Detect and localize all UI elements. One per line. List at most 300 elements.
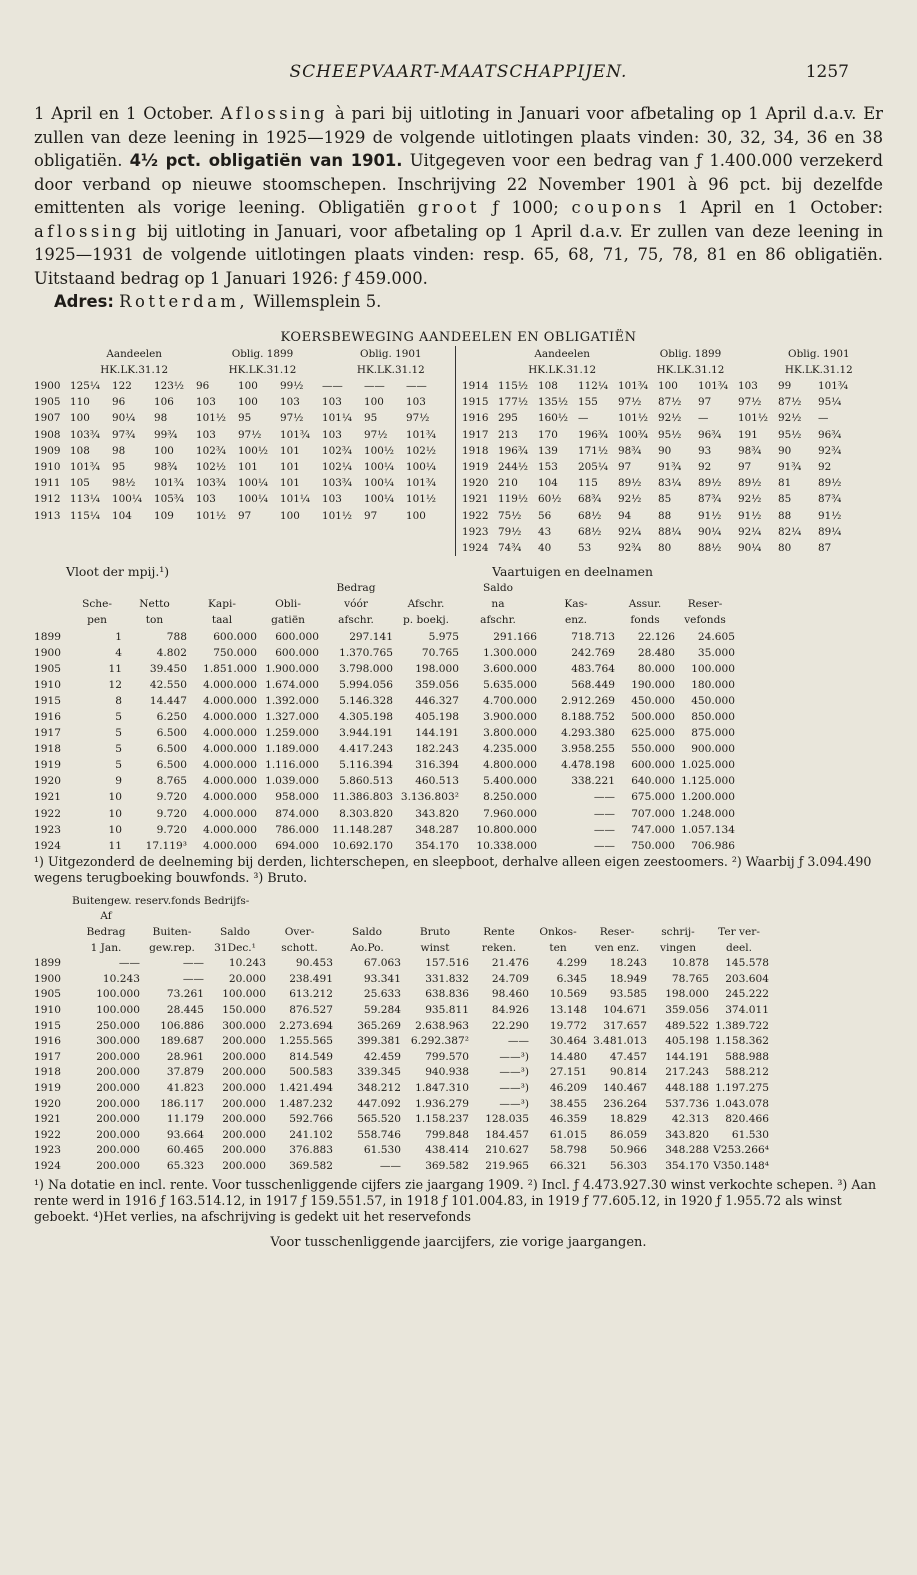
value-cell: 219.965	[485, 1159, 529, 1172]
column-header: Saldo	[482, 582, 514, 595]
price-cell: 100¼	[406, 460, 436, 473]
price-cell: 91¾	[658, 460, 682, 473]
value-cell: 9.720	[156, 807, 187, 820]
price-cell: 101	[280, 460, 300, 473]
sub-header: HK.LK.31.12 HK.LK.31.12 HK.LK.31.12	[100, 363, 425, 376]
price-cell: 115½	[498, 379, 528, 392]
price-cell: 103	[196, 428, 216, 441]
price-cell: 95	[364, 412, 378, 425]
column-header: gew.rep.	[149, 941, 195, 954]
table-row	[34, 838, 883, 854]
value-cell: 750.000	[631, 839, 675, 852]
value-cell: 707.000	[631, 807, 675, 820]
koers-row	[34, 378, 455, 394]
value-cell: 21.476	[491, 957, 529, 970]
value-cell: 600.000	[275, 630, 319, 643]
value-cell: 3.958.255	[561, 743, 615, 756]
price-cell: 205¼	[578, 460, 608, 473]
value-cell: 317.657	[603, 1019, 647, 1032]
year-cell: 1916	[34, 710, 61, 723]
price-cell: 100¾	[618, 428, 648, 441]
price-cell: 110	[70, 396, 90, 409]
price-cell: 103¾	[196, 477, 226, 490]
price-cell: 210	[498, 477, 518, 490]
value-cell: 343.820	[415, 807, 459, 820]
value-cell: 1.248.000	[681, 807, 735, 820]
price-cell: 171½	[578, 444, 608, 457]
value-cell: 180.000	[691, 678, 735, 691]
price-cell: 108	[538, 379, 558, 392]
value-cell: 8.303.820	[339, 807, 393, 820]
column-header: deel.	[725, 941, 753, 954]
value-cell: 61.530	[731, 1128, 769, 1141]
column-header: afschr.	[338, 614, 374, 627]
value-cell: 19.772	[549, 1019, 587, 1032]
price-cell: 102½	[196, 460, 226, 473]
price-cell: 89½	[618, 477, 642, 490]
price-cell: 99¾	[154, 428, 178, 441]
value-cell: 61.015	[549, 1128, 587, 1141]
value-cell: 3.600.000	[483, 662, 537, 675]
column-header	[393, 580, 459, 596]
value-cell: 98.460	[491, 988, 529, 1001]
koers-row	[462, 378, 883, 394]
koers-row	[462, 491, 883, 507]
price-cell: 88	[658, 509, 672, 522]
price-cell: 89½	[818, 477, 842, 490]
value-cell: 5.994.056	[339, 678, 393, 691]
value-cell: 4.000.000	[203, 678, 257, 691]
value-cell: 217.243	[665, 1066, 709, 1079]
table-row	[34, 1019, 883, 1035]
value-cell: 200.000	[222, 1097, 266, 1110]
value-cell: 78.765	[671, 972, 709, 985]
value-cell: 93.585	[609, 988, 647, 1001]
price-cell: 170	[538, 428, 558, 441]
value-cell: 10.800.000	[476, 823, 537, 836]
value-cell: 200.000	[222, 1066, 266, 1079]
spaced-term: aflossing	[34, 221, 140, 241]
price-cell: 155	[578, 396, 598, 409]
year-cell: 1907	[34, 412, 61, 425]
table-row	[34, 1159, 883, 1175]
column-header	[34, 894, 72, 910]
price-cell: 74¾	[498, 541, 522, 554]
value-cell: 1.043.078	[715, 1097, 769, 1110]
value-cell: ——	[593, 839, 615, 852]
table-row	[34, 677, 883, 693]
column-header	[187, 580, 257, 596]
value-cell: 4.000.000	[203, 823, 257, 836]
price-cell: 100	[238, 396, 258, 409]
column-header: Bedrag	[86, 926, 126, 939]
year-cell: 1919	[462, 460, 489, 473]
price-cell: 87¾	[818, 493, 842, 506]
value-cell: 100.000	[691, 662, 735, 675]
column-header: ton	[145, 614, 164, 627]
price-cell: 100	[70, 412, 90, 425]
value-cell: 11	[108, 839, 122, 852]
price-cell: 100	[280, 509, 300, 522]
price-cell: 98¾	[618, 444, 642, 457]
price-cell: 100	[364, 396, 384, 409]
column-header	[34, 612, 72, 628]
value-cell: 747.000	[631, 823, 675, 836]
koers-row	[34, 427, 455, 443]
year-cell: 1919	[34, 759, 61, 772]
value-cell: 189.687	[160, 1035, 204, 1048]
value-cell: 1.158.362	[715, 1035, 769, 1048]
value-cell: 799.848	[425, 1128, 469, 1141]
price-cell: 115	[578, 477, 598, 490]
bedrijfs-rows	[34, 956, 883, 1174]
price-cell: 103	[280, 396, 300, 409]
column-header: Rente	[483, 926, 515, 939]
koers-row	[462, 524, 883, 540]
value-cell: 3.944.191	[339, 727, 393, 740]
value-cell: 940.938	[425, 1066, 469, 1079]
value-cell: 3.798.000	[339, 662, 393, 675]
value-cell: 6.500	[156, 759, 187, 772]
value-cell: 365.269	[357, 1019, 401, 1032]
year-cell: 1915	[462, 396, 489, 409]
spaced-term: Aflossing	[220, 104, 329, 123]
value-cell: 18.243	[609, 957, 647, 970]
value-cell: 1.025.000	[681, 759, 735, 772]
column-header	[537, 580, 615, 596]
year-cell: 1920	[34, 1097, 61, 1110]
price-cell: 106	[154, 396, 174, 409]
year-cell: 1910	[34, 460, 61, 473]
vloot-table	[34, 564, 883, 886]
price-cell: 96	[112, 396, 126, 409]
price-cell: 101¾	[406, 428, 436, 441]
price-cell: 87¾	[698, 493, 722, 506]
year-cell: 1917	[462, 428, 489, 441]
text-run: à pari bij uitloting in Januari voor afbetaling op 1 April d.a.v. Er zullen van deze leening in 1925—1929 de volgende uitlotingen plaats vinden: 30, 32, 34, 36 en 38 obligatiën.	[34, 104, 884, 170]
value-cell: 12	[108, 678, 122, 691]
value-cell: 359.056	[415, 678, 459, 691]
value-cell: 4.000.000	[203, 694, 257, 707]
value-cell: 242.769	[571, 646, 615, 659]
price-cell: 53	[578, 541, 592, 554]
price-cell: 100	[154, 444, 174, 457]
price-cell: 95½	[658, 428, 682, 441]
column-header	[34, 596, 72, 612]
value-cell: 47.457	[609, 1050, 647, 1063]
price-cell: 109	[154, 509, 174, 522]
price-cell: 97	[738, 460, 752, 473]
price-cell: 98	[154, 412, 168, 425]
value-cell: 198.000	[665, 988, 709, 1001]
value-cell: 750.000	[213, 646, 257, 659]
vloot-group-headers	[34, 564, 883, 580]
value-cell: ——	[507, 1035, 529, 1048]
table-row	[34, 741, 883, 757]
value-cell: 5.635.000	[483, 678, 537, 691]
page-header	[34, 0, 883, 82]
price-cell: 103	[406, 396, 426, 409]
value-cell: 1.039.000	[265, 775, 319, 788]
table-row	[34, 987, 883, 1003]
column-header: ten	[549, 941, 567, 954]
value-cell: V350.148⁴	[713, 1159, 769, 1172]
koers-right-rows	[462, 378, 883, 556]
value-cell: 200.000	[222, 1081, 266, 1094]
price-cell: 75½	[498, 509, 522, 522]
value-cell: 4.417.243	[339, 743, 393, 756]
value-cell: 210.627	[485, 1144, 529, 1157]
value-cell: 241.102	[289, 1128, 333, 1141]
column-header: Reser-	[687, 598, 723, 611]
value-cell: 11.179	[166, 1113, 204, 1126]
column-header	[587, 894, 647, 910]
price-cell: 92	[818, 460, 832, 473]
value-cell: 200.000	[222, 1159, 266, 1172]
page-number: 1257	[805, 62, 849, 82]
spaced-term: coupons	[571, 198, 665, 217]
value-cell: 1.674.000	[265, 678, 319, 691]
price-cell: 101½	[196, 412, 226, 425]
price-cell: 123½	[154, 379, 184, 392]
table-row	[34, 972, 883, 988]
value-cell: 565.520	[357, 1113, 401, 1126]
value-cell: ——	[593, 823, 615, 836]
value-cell: 8.250.000	[483, 791, 537, 804]
text-run: 1 April en 1 October.	[34, 104, 214, 123]
value-cell: 59.284	[363, 1003, 401, 1016]
table-row	[34, 645, 883, 661]
price-cell: 81	[778, 477, 792, 490]
price-cell: 95¼	[818, 396, 842, 409]
price-cell: 101¾	[280, 428, 310, 441]
table-row	[34, 822, 883, 838]
value-cell: 22.290	[491, 1019, 529, 1032]
price-cell: 100¼	[364, 493, 394, 506]
price-cell: 97	[618, 460, 632, 473]
value-cell: 331.832	[425, 972, 469, 985]
price-cell: 80	[778, 541, 792, 554]
value-cell: 558.746	[357, 1128, 401, 1141]
value-cell: 6.250	[156, 710, 187, 723]
price-cell: 101¼	[280, 493, 310, 506]
year-cell: 1924	[34, 839, 61, 852]
column-header: 31Dec.¹	[214, 941, 256, 954]
koers-left-rows	[34, 378, 455, 524]
value-cell: ——³)	[499, 1081, 529, 1094]
year-cell: 1917	[34, 727, 61, 740]
price-cell: 96¾	[818, 428, 842, 441]
value-cell: 10.243	[228, 957, 266, 970]
price-cell: 90¼	[698, 525, 722, 538]
value-cell: 10.243	[102, 972, 140, 985]
price-cell: 100	[658, 379, 678, 392]
koers-row	[462, 508, 883, 524]
value-cell: 935.811	[425, 1003, 469, 1016]
value-cell: 1.189.000	[265, 743, 319, 756]
value-cell: 11	[108, 662, 122, 675]
price-cell: 191	[738, 428, 758, 441]
value-cell: 3.800.000	[483, 727, 537, 740]
price-cell: 92½	[778, 412, 802, 425]
column-header	[34, 925, 72, 941]
year-cell: 1920	[34, 775, 61, 788]
value-cell: 140.467	[603, 1081, 647, 1094]
column-header: ven enz.	[594, 941, 640, 954]
price-cell: 100¼	[364, 460, 394, 473]
price-cell: 119½	[498, 493, 528, 506]
year-cell: 1909	[34, 444, 61, 457]
year-cell: 1915	[34, 694, 61, 707]
value-cell: V253.266⁴	[713, 1144, 769, 1157]
value-cell: 550.000	[631, 743, 675, 756]
table-row	[34, 757, 883, 773]
value-cell: 58.798	[549, 1144, 587, 1157]
price-cell: 97½	[280, 412, 304, 425]
price-cell: 43	[538, 525, 552, 538]
year-cell: 1923	[34, 823, 61, 836]
price-cell: 101¾	[70, 460, 100, 473]
value-cell: 814.549	[289, 1050, 333, 1063]
vloot-header-row	[34, 612, 883, 628]
value-cell: 4.000.000	[203, 807, 257, 820]
value-cell: 5	[115, 759, 122, 772]
price-cell: 104	[112, 509, 132, 522]
price-cell: 90	[778, 444, 792, 457]
value-cell: 1.116.000	[265, 759, 319, 772]
column-header: Buitengew. reserv.fonds Bedrijfs-	[72, 894, 250, 907]
value-cell: 1.197.275	[715, 1081, 769, 1094]
value-cell: 9.720	[156, 791, 187, 804]
value-cell: 4.000.000	[203, 743, 257, 756]
value-cell: 446.327	[415, 694, 459, 707]
column-header	[529, 894, 587, 910]
bedrijfs-header-row	[34, 925, 883, 941]
value-cell: 80.000	[637, 662, 675, 675]
value-cell: 1.300.000	[483, 646, 537, 659]
value-cell: 338.221	[571, 775, 615, 788]
value-cell: 65.323	[166, 1159, 204, 1172]
price-cell: 139	[538, 444, 558, 457]
value-cell: 42.459	[363, 1050, 401, 1063]
column-header: afschr.	[480, 614, 516, 627]
value-cell: 348.212	[357, 1081, 401, 1094]
year-cell: 1922	[462, 509, 489, 522]
price-cell: 92¼	[738, 525, 762, 538]
year-cell: 1918	[34, 743, 61, 756]
value-cell: 28.445	[166, 1003, 204, 1016]
price-cell: 101½	[196, 509, 226, 522]
value-cell: 93.664	[166, 1128, 204, 1141]
value-cell: 1.392.000	[265, 694, 319, 707]
koers-right-half	[455, 346, 883, 557]
value-cell: 14.447	[149, 694, 187, 707]
value-cell: 297.141	[349, 630, 393, 643]
value-cell: 100.000	[96, 1003, 140, 1016]
koers-row	[462, 475, 883, 491]
value-cell: 376.883	[289, 1144, 333, 1157]
value-cell: 90.814	[609, 1066, 647, 1079]
year-cell: 1921	[34, 791, 61, 804]
column-header: vefonds	[684, 614, 726, 627]
value-cell: 6.292.387²	[410, 1035, 469, 1048]
value-cell: 203.604	[725, 972, 769, 985]
value-cell: 5	[115, 727, 122, 740]
value-cell: 93.341	[363, 972, 401, 985]
value-cell: 4.802	[156, 646, 187, 659]
price-cell: 102¼	[322, 460, 352, 473]
text-run: 1 April en 1 October:	[677, 198, 883, 217]
column-header: Af	[100, 910, 112, 923]
value-cell: 6.500	[156, 743, 187, 756]
table-row	[34, 1034, 883, 1050]
table-row	[34, 1112, 883, 1128]
price-cell: 80	[658, 541, 672, 554]
value-cell: 1.421.494	[279, 1081, 333, 1094]
value-cell: 500.000	[631, 710, 675, 723]
price-cell: —	[698, 412, 709, 425]
price-cell: 88¼	[658, 525, 682, 538]
column-header	[469, 894, 529, 910]
koers-left-half	[34, 346, 455, 557]
column-header: gatiën	[271, 614, 305, 627]
value-cell: 4.000.000	[203, 839, 257, 852]
value-cell: 10	[108, 823, 122, 836]
value-cell: 18.949	[609, 972, 647, 985]
price-cell: 103	[738, 379, 758, 392]
value-cell: ——	[182, 957, 204, 970]
value-cell: 200.000	[96, 1066, 140, 1079]
closing-note: Voor tusschenliggende jaarcijfers, zie vorige jaargangen.	[270, 1234, 647, 1250]
price-cell: 79½	[498, 525, 522, 538]
value-cell: 13.148	[549, 1003, 587, 1016]
column-header: vóór	[344, 598, 368, 611]
price-cell: 97	[238, 509, 252, 522]
price-cell: 97½	[738, 396, 762, 409]
value-cell: 200.000	[96, 1159, 140, 1172]
column-header: Saldo	[351, 926, 383, 939]
value-cell: 300.000	[222, 1019, 266, 1032]
value-cell: 200.000	[96, 1097, 140, 1110]
price-cell: 90¼	[738, 541, 762, 554]
value-cell: 27.151	[549, 1066, 587, 1079]
year-cell: 1911	[34, 477, 61, 490]
value-cell: 354.170	[415, 839, 459, 852]
year-cell: 1905	[34, 662, 61, 675]
price-cell: 101	[280, 444, 300, 457]
column-header: vingen	[659, 941, 697, 954]
bedrijfs-footnote: ¹) Na dotatie en incl. rente. Voor tusschenliggende cijfers zie jaargang 1909. ²) Incl. ƒ 4.473.927.30 winst verkochte schepen. ³) Aan rente werd in 1916 ƒ 163.514.12, in 1917 ƒ 159.551.57, in 1918 ƒ 101.004.83, in 1919 ƒ 77.605.12, in 1920 ƒ 1.955.72 als winst geboekt. ⁴)Het verlies, na afschrijving is gedekt uit het reservefonds	[34, 1176, 877, 1224]
year-cell: 1923	[462, 525, 489, 538]
price-cell: 101¾	[154, 477, 184, 490]
koers-row	[462, 427, 883, 443]
value-cell: 66.321	[549, 1159, 587, 1172]
value-cell: 90.453	[295, 957, 333, 970]
price-cell: 100¼	[238, 477, 268, 490]
value-cell: 2.638.963	[415, 1019, 469, 1032]
price-cell: 101½	[738, 412, 768, 425]
value-cell: 316.394	[415, 759, 459, 772]
year-cell: 1905	[34, 988, 61, 1001]
column-header: Reser-	[599, 926, 635, 939]
value-cell: 10.569	[549, 988, 587, 1001]
value-cell: 42.313	[671, 1113, 709, 1126]
value-cell: 84.926	[491, 1003, 529, 1016]
price-cell: 85	[658, 493, 672, 506]
value-cell: 50.966	[609, 1144, 647, 1157]
year-cell: 1920	[462, 477, 489, 490]
price-cell: 68½	[578, 525, 602, 538]
